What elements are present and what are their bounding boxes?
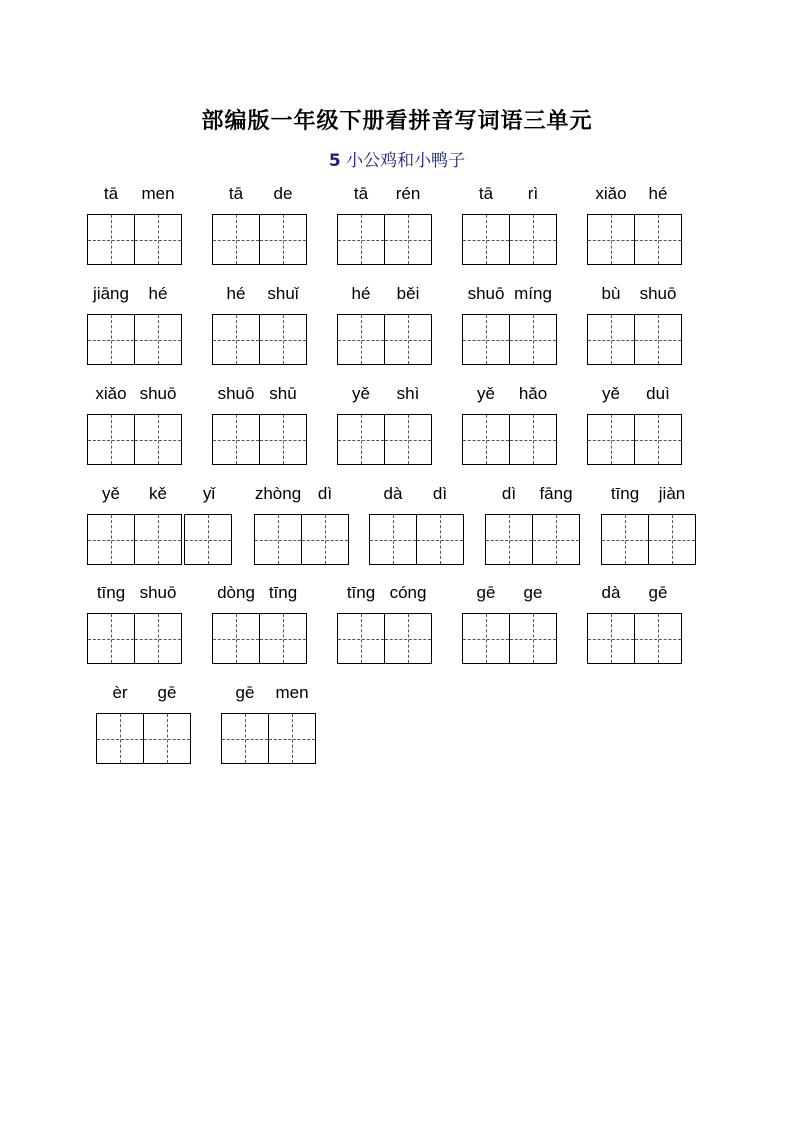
pinyin-syllable: shū — [269, 384, 297, 403]
writing-cell[interactable] — [259, 613, 307, 664]
tianzige-grid — [337, 314, 431, 365]
pinyin-syllable: rén — [395, 184, 421, 203]
writing-cell[interactable] — [212, 314, 260, 365]
writing-cell[interactable] — [648, 514, 696, 565]
pinyin-syllable: gē — [648, 583, 668, 602]
pinyin-syllable: zhòng — [254, 484, 302, 503]
writing-cell[interactable] — [384, 414, 432, 465]
tianzige-grid — [221, 713, 315, 764]
pinyin-syllable: tā — [478, 184, 494, 203]
writing-cell[interactable] — [87, 314, 135, 365]
lesson-name: 小公鸡和小鸭子 — [346, 151, 466, 171]
writing-cell[interactable] — [87, 414, 135, 465]
tianzige-grid — [212, 214, 306, 265]
lesson-number: 5 — [328, 151, 341, 171]
writing-cell[interactable] — [587, 314, 635, 365]
writing-cell[interactable] — [384, 214, 432, 265]
tianzige-grid — [212, 414, 306, 465]
pinyin-syllable: shuō — [139, 583, 177, 602]
writing-cell[interactable] — [259, 314, 307, 365]
tianzige-grid — [462, 613, 556, 664]
tianzige-grid — [87, 414, 181, 465]
writing-cell[interactable] — [134, 514, 182, 565]
writing-cell[interactable] — [587, 414, 635, 465]
writing-cell[interactable] — [301, 514, 349, 565]
pinyin-syllable: men — [275, 683, 309, 702]
pinyin-syllable: tīng — [96, 583, 126, 602]
pinyin-syllable: xiǎo — [595, 184, 627, 203]
writing-cell[interactable] — [143, 713, 191, 764]
writing-cell[interactable] — [634, 414, 682, 465]
pinyin-syllable: jiāng — [93, 284, 129, 303]
writing-cell[interactable] — [601, 514, 649, 565]
tianzige-grid — [337, 613, 431, 664]
pinyin-syllable: gē — [235, 683, 255, 702]
pinyin-syllable: míng — [514, 284, 552, 303]
pinyin-syllable: dì — [501, 484, 517, 503]
writing-cell[interactable] — [337, 214, 385, 265]
writing-cell[interactable] — [134, 414, 182, 465]
pinyin-syllable: hǎo — [518, 384, 548, 403]
writing-cell[interactable] — [212, 414, 260, 465]
pinyin-syllable: xiǎo — [95, 384, 127, 403]
writing-cell[interactable] — [509, 613, 557, 664]
pinyin-syllable: shuō — [467, 284, 505, 303]
writing-cell[interactable] — [587, 214, 635, 265]
writing-cell[interactable] — [134, 314, 182, 365]
writing-cell[interactable] — [134, 613, 182, 664]
pinyin-syllable: jiàn — [658, 484, 686, 503]
pinyin-syllable: tīng — [346, 583, 376, 602]
writing-cell[interactable] — [134, 214, 182, 265]
writing-cell[interactable] — [509, 214, 557, 265]
pinyin-syllable: ge — [523, 583, 543, 602]
pinyin-syllable: shuǐ — [267, 284, 299, 303]
pinyin-syllable: hé — [148, 284, 168, 303]
writing-cell[interactable] — [87, 613, 135, 664]
pinyin-syllable: bù — [601, 284, 621, 303]
pinyin-syllable: tā — [228, 184, 244, 203]
tianzige-grid — [587, 414, 681, 465]
writing-cell[interactable] — [87, 514, 135, 565]
pinyin-syllable: hé — [226, 284, 246, 303]
pinyin-syllable: kě — [149, 484, 167, 503]
tianzige-grid — [369, 514, 463, 565]
pinyin-syllable: yě — [352, 384, 370, 403]
pinyin-syllable: yě — [602, 384, 620, 403]
pinyin-syllable: shuō — [639, 284, 677, 303]
writing-cell[interactable] — [462, 214, 510, 265]
pinyin-syllable: fāng — [539, 484, 573, 503]
writing-cell[interactable] — [96, 713, 144, 764]
tianzige-grid — [485, 514, 579, 565]
writing-cell[interactable] — [462, 314, 510, 365]
pinyin-syllable: běi — [396, 284, 420, 303]
page-title: 部编版一年级下册看拼音写词语三单元 — [201, 108, 593, 134]
pinyin-syllable: duì — [646, 384, 670, 403]
pinyin-syllable: tā — [103, 184, 119, 203]
pinyin-syllable: dà — [383, 484, 403, 503]
writing-cell[interactable] — [259, 214, 307, 265]
pinyin-syllable: tīng — [268, 583, 298, 602]
tianzige-grid — [601, 514, 695, 565]
writing-cell[interactable] — [221, 713, 269, 764]
writing-cell[interactable] — [509, 414, 557, 465]
pinyin-syllable: de — [273, 184, 293, 203]
pinyin-syllable: dì — [317, 484, 333, 503]
pinyin-syllable: dà — [601, 583, 621, 602]
tianzige-grid — [337, 414, 431, 465]
pinyin-syllable: shì — [396, 384, 420, 403]
writing-cell[interactable] — [634, 314, 682, 365]
pinyin-syllable: dòng — [217, 583, 255, 602]
writing-cell[interactable] — [212, 613, 260, 664]
writing-cell[interactable] — [268, 713, 316, 764]
writing-cell[interactable] — [587, 613, 635, 664]
pinyin-syllable: gē — [476, 583, 496, 602]
pinyin-syllable: èr — [112, 683, 128, 702]
writing-cell[interactable] — [384, 613, 432, 664]
pinyin-syllable: tīng — [610, 484, 640, 503]
tianzige-grid — [87, 214, 181, 265]
tianzige-grid — [87, 613, 181, 664]
writing-cell[interactable] — [184, 514, 232, 565]
tianzige-grid — [462, 214, 556, 265]
lesson-title — [0, 146, 794, 171]
pinyin-syllable: yǐ — [202, 484, 216, 503]
writing-cell[interactable] — [634, 214, 682, 265]
tianzige-grid — [587, 314, 681, 365]
tianzige-grid — [212, 314, 306, 365]
tianzige-grid — [587, 214, 681, 265]
writing-cell[interactable] — [87, 214, 135, 265]
tianzige-grid — [254, 514, 348, 565]
pinyin-syllable: tā — [353, 184, 369, 203]
pinyin-syllable: gē — [157, 683, 177, 702]
pinyin-syllable: rì — [527, 184, 539, 203]
writing-cell[interactable] — [462, 613, 510, 664]
pinyin-syllable: shuō — [217, 384, 255, 403]
writing-cell[interactable] — [254, 514, 302, 565]
pinyin-syllable: yě — [477, 384, 495, 403]
pinyin-syllable: shuō — [139, 384, 177, 403]
writing-cell[interactable] — [384, 314, 432, 365]
pinyin-syllable: hé — [648, 184, 668, 203]
pinyin-syllable: dì — [432, 484, 448, 503]
tianzige-grid — [87, 514, 231, 565]
writing-cell[interactable] — [259, 414, 307, 465]
tianzige-grid — [212, 613, 306, 664]
writing-cell[interactable] — [337, 613, 385, 664]
pinyin-syllable: men — [141, 184, 175, 203]
pinyin-syllable: cóng — [389, 583, 427, 602]
writing-cell[interactable] — [509, 314, 557, 365]
tianzige-grid — [87, 314, 181, 365]
writing-cell[interactable] — [212, 214, 260, 265]
writing-cell[interactable] — [416, 514, 464, 565]
pinyin-syllable: yě — [102, 484, 120, 503]
writing-cell[interactable] — [634, 613, 682, 664]
tianzige-grid — [462, 314, 556, 365]
writing-cell[interactable] — [369, 514, 417, 565]
tianzige-grid — [587, 613, 681, 664]
writing-cell[interactable] — [462, 414, 510, 465]
tianzige-grid — [462, 414, 556, 465]
writing-cell[interactable] — [532, 514, 580, 565]
writing-cell[interactable] — [337, 314, 385, 365]
tianzige-grid — [96, 713, 190, 764]
writing-cell[interactable] — [337, 414, 385, 465]
writing-cell[interactable] — [485, 514, 533, 565]
tianzige-grid — [337, 214, 431, 265]
pinyin-syllable: hé — [351, 284, 371, 303]
